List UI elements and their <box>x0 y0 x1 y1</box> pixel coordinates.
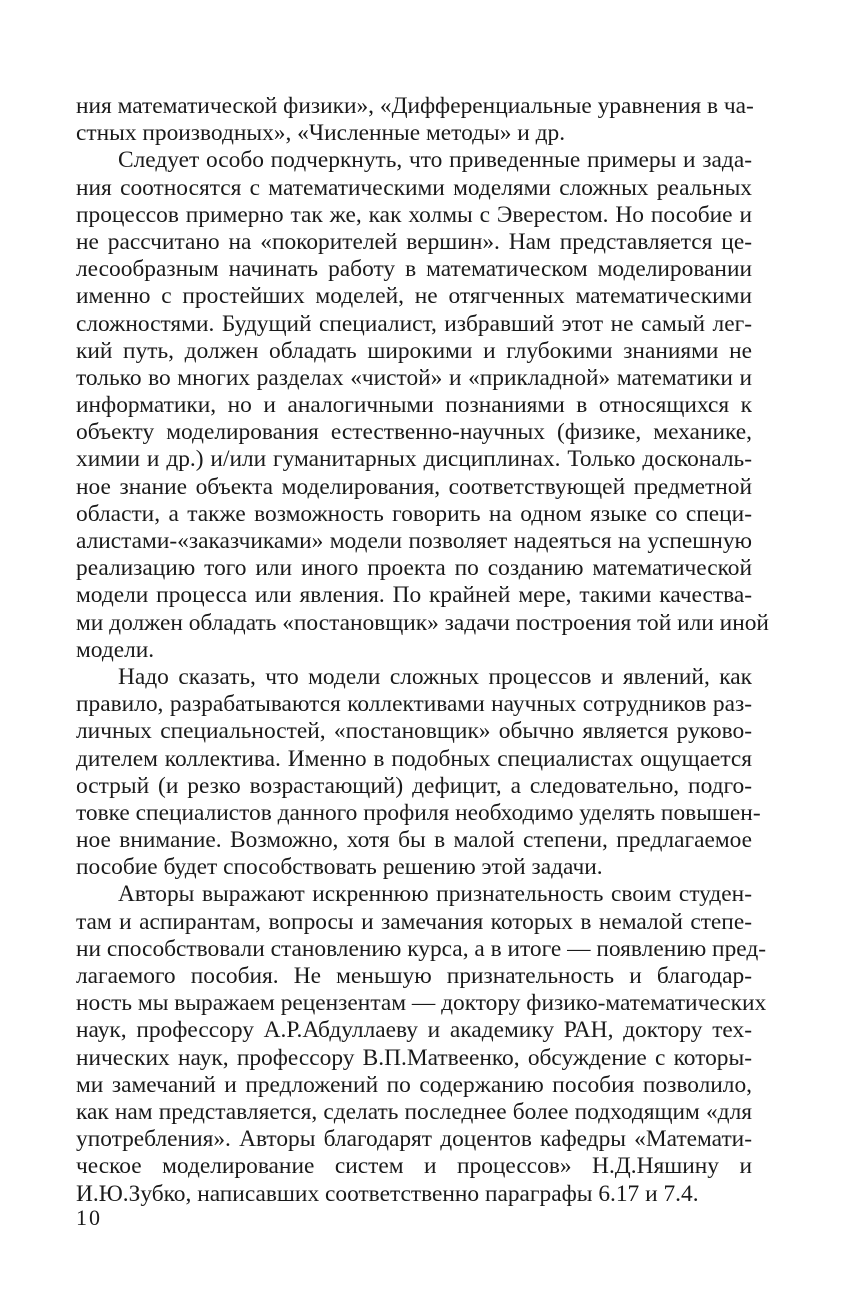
text-line: только во многих разделах «чистой» и «прикладной» математики и <box>76 364 752 391</box>
paragraph <box>76 147 769 664</box>
text-line: стных производных», «Численные методы» и др. <box>76 120 566 147</box>
text-line: химии и др.) и/или гуманитарных дисциплинах. Только доскональ- <box>76 446 752 473</box>
text-line: товке специалистов данного профиля необходимо уделять повышен- <box>76 799 761 826</box>
text-line: Следует особо подчеркнуть, что приведенные примеры и зада- <box>118 147 752 174</box>
text-line: сложностями. Будущий специалист, избравший этот не самый лег- <box>76 310 752 337</box>
text-line: Авторы выражают искреннюю признательность своим студен- <box>118 881 752 908</box>
text-line: ния соотносятся с математическими моделями сложных реальных <box>76 174 752 201</box>
text-line: ми должен обладать «постановщик» задачи построения той или иной <box>76 609 769 636</box>
text-line: процессов примерно так же, как холмы с Эверестом. Но пособие и <box>76 201 752 228</box>
text-line: там и аспирантам, вопросы и замечания которых в немалой степе- <box>76 908 752 935</box>
text-line: именно с простейших моделей, не отягченных математическими <box>76 283 752 310</box>
page-number: 10 <box>76 1205 102 1230</box>
text-line: ное внимание. Возможно, хотя бы в малой степени, предлагаемое <box>76 827 752 854</box>
page-body <box>76 93 769 1208</box>
text-line: не рассчитано на «покорителей вершин». Нам представляется це- <box>76 228 752 255</box>
text-line: лесообразным начинать работу в математическом моделировании <box>76 256 752 283</box>
text-line: правило, разрабатываются коллективами научных сотрудников раз- <box>76 691 752 718</box>
text-line: И.Ю.Зубко, написавших соответственно параграфы 6.17 и 7.4. <box>76 1180 699 1207</box>
text-line: области, а также возможность говорить на одном языке со специ- <box>76 500 752 527</box>
text-line: модели процесса или явления. По крайней мере, такими качества- <box>76 582 752 609</box>
text-line: дителем коллектива. Именно в подобных специалистах ощущается <box>76 745 752 772</box>
text-line: модели. <box>76 636 155 663</box>
text-line: как нам представляется, сделать последнее более подходящим «для <box>76 1098 752 1125</box>
text-line: ность мы выражаем рецензентам — доктору физико-математических <box>76 990 767 1017</box>
paragraph-continuation <box>76 93 752 147</box>
text-line: кий путь, должен обладать широкими и глубокими знаниями не <box>76 337 752 364</box>
text-line: реализацию того или иного проекта по созданию математической <box>76 555 752 582</box>
text-line: алистами-«заказчиками» модели позволяет надеяться на успешную <box>76 528 752 554</box>
text-line: употребления». Авторы благодарят доцентов кафедры «Математи- <box>76 1126 752 1153</box>
text-line: Надо сказать, что модели сложных процессов и явлений, как <box>118 663 752 690</box>
text-line: ми замечаний и предложений по содержанию пособия позволило, <box>76 1071 752 1098</box>
text-line: личных специальностей, «постановщик» обычно является руково- <box>76 718 752 745</box>
text-line: наук, профессору А.Р.Абдуллаеву и академику РАН, доктору тех- <box>76 1017 752 1044</box>
text-line: ное знание объекта моделирования, соответствующей предметной <box>76 473 752 500</box>
paragraph <box>76 881 767 1207</box>
text-line: ни способствовали становлению курса, а в итоге — появлению пред- <box>76 935 767 962</box>
text-line: информатики, но и аналогичными познаниями в относящихся к <box>76 392 752 419</box>
text-line: лагаемого пособия. Не меньшую признательность и благодар- <box>76 963 752 989</box>
text-line: пособие будет способствовать решению этой задачи. <box>76 854 603 881</box>
text-line: объекту моделирования естественно-научных (физике, механике, <box>76 419 752 446</box>
text-line: ческое моделирование систем и процессов» Н.Д.Няшину и <box>76 1153 752 1180</box>
text-line: ния математической физики», «Дифференциальные уравнения в ча- <box>76 93 754 119</box>
paragraph <box>76 663 761 882</box>
text-line: острый (и резко возрастающий) дефицит, а следовательно, подго- <box>76 772 752 799</box>
text-line: нических наук, профессору В.П.Матвеенко, обсуждение с которы- <box>76 1044 752 1071</box>
